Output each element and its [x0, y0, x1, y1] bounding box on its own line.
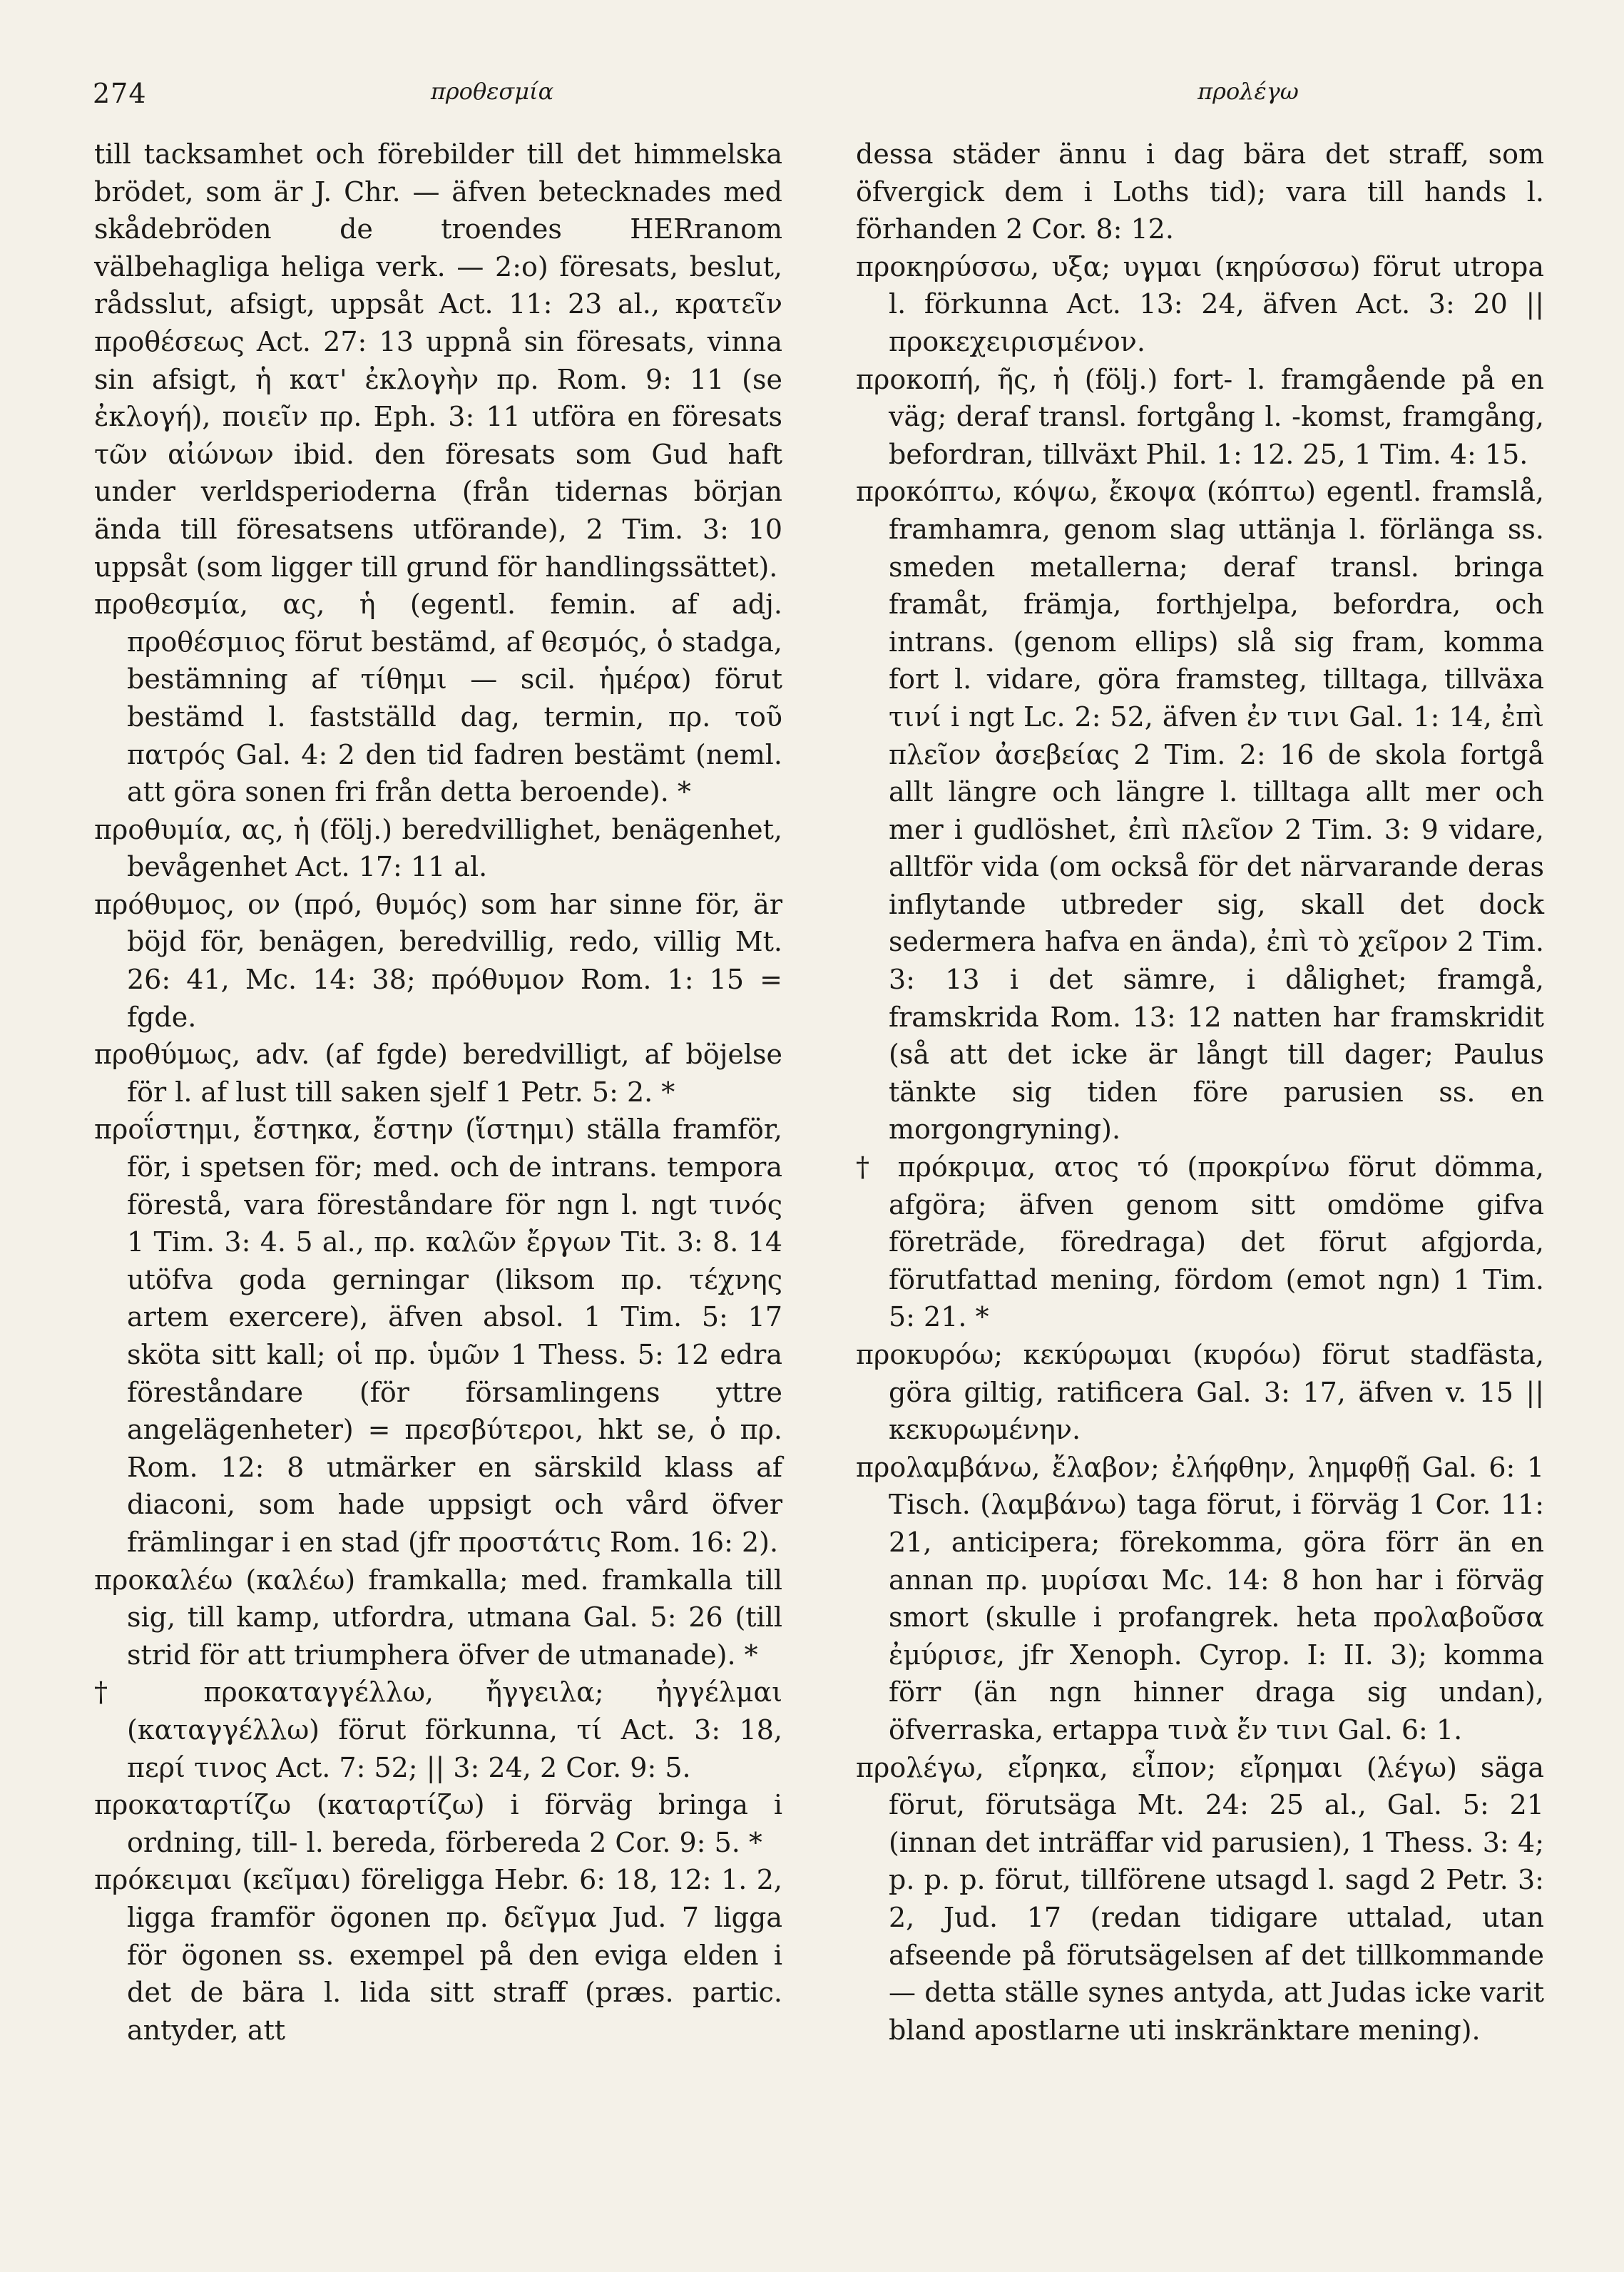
entry-prokrima: † πρόκριμα, ατος τό (προκρίνω förut dömma, afgöra; äfven genom sitt omdöme gifva företräde, föredraga) det förut afgjorda, förutfattad mening, fördom (emot ngn) 1 Tim. 5: 21. * — [856, 1151, 1544, 1333]
page-number: 274 — [93, 78, 147, 109]
entry-continuation-right: dessa städer ännu i dag bära det straff, som öfvergick dem i Loths tid); vara till hands l. förhanden 2 Cor. 8: 12. — [856, 138, 1544, 245]
entry-prothymos-adv: προθύμως, adv. (af fgde) beredvilligt, af böjelse för l. af lust till saken sjelf 1 Petr. 5: 2. * — [94, 1039, 782, 1108]
entry-prolambano: προλαμβάνω, ἔλαβον; ἐλήφθην, λημφθῇ Gal. 6: 1 Tisch. (λαμβάνω) taga förut, i förväg 1 Cor. 11: 21, anticipera; förekomma, göra förr än en annan πρ. μυρίσαι Mc. 14: 8 hon har i förväg smort (skulle i profangrek. heta προλαβοῦσα ἐμύρισε, jfr Xenoph. Cyrop. I: II. 3); komma förr (än ngn hinner draga sig undan), öfverraska, ertappa τινὰ ἔν τινι Gal. 6: 1. — [856, 1451, 1544, 1746]
entry-prothesmia: προθεσμία, ας, ἡ (egentl. femin. af adj. προθέσμιος förut bestämd, af θεσμός, ὁ stadga, bestämning af τίθημι — scil. ἡμέρα) förut bestämd l. fastställd dag, termin, πρ. τοῦ πατρός Gal. 4: 2 den tid fadren bestämt (neml. att göra sonen fri från detta beroende). * — [94, 589, 782, 808]
entry-prokaleo: προκαλέω (καλέω) framkalla; med. framkalla till sig, till kamp, utfordra, utmana Gal. 5: 26 (till strid för att triumphera öfver de utmanade). * — [94, 1564, 782, 1671]
entry-prokopto: προκόπτω, κόψω, ἔκοψα (κόπτω) egentl. framslå, framhamra, genom slag uttänja l. förlänga ss. smeden metallerna; deraf transl. bringa framåt, främja, forthjelpa, befordra, och intrans. (genom ellips) slå sig fram, komma fort l. vidare, göra framsteg, tilltaga, tillväxa τινί i ngt Lc. 2: 52, äfven ἐν τινι Gal. 1: 14, ἐπὶ πλεῖον ἀσεβείας 2 Tim. 2: 16 de skola fortgå allt längre och längre l. tilltaga allt mer och mer i gudlöshet, ἐπὶ πλεῖον 2 Tim. 3: 9 vidare, alltför vida (om också för det närvarande deras inflytande utbreder sig, skall det dock sedermera hafva en ända), ἐπὶ τὸ χεῖρον 2 Tim. 3: 13 i det sämre, i dålighet; framgå, framskrida Rom. 13: 12 natten har framskridit (så att det icke är långt till dager; Paulus tänkte sig tiden före parusien ss. en morgongryning). — [856, 476, 1544, 1146]
running-head-left: προθεσμία — [430, 78, 554, 105]
entry-prokeimai: πρόκειμαι (κεῖμαι) föreligga Hebr. 6: 18, 12: 1. 2, ligga framför ögonen πρ. δεῖγμα Jud. 7 ligga för ögonen ss. exempel på den eviga elden i det de bära l. lida sitt straff (præs. partic. antyder, att — [94, 1864, 782, 2046]
right-column — [856, 136, 1544, 2049]
entry-prokatangello: † προκαταγγέλλω, ἤγγειλα; ἠγγέλμαι (καταγγέλλω) förut förkunna, τί Act. 3: 18, περί τινος Act. 7: 52; || 3: 24, 2 Cor. 9: 5. — [94, 1676, 782, 1783]
entry-proistemi: προΐστημι, ἔστηκα, ἔστην (ἵστημι) ställa framför, för, i spetsen för; med. och de intrans. tempora förestå, vara föreståndare för ngn l. ngt τινός 1 Tim. 3: 4. 5 al., πρ. καλῶν ἔργων Tit. 3: 8. 14 utöfva goda gerningar (liksom πρ. τέχνης artem exercere), äfven absol. 1 Tim. 5: 17 sköta sitt kall; οἱ πρ. ὑμῶν 1 Thess. 5: 12 edra föreståndare (för församlingens yttre angelägenheter) = πρεσβύτεροι, hkt se, ὁ πρ. Rom. 12: 8 utmärker en särskild klass af diaconi, som hade uppsigt och vård öfver främlingar i en stad (jfr προστάτις Rom. 16: 2). — [94, 1114, 782, 1558]
left-column — [94, 136, 782, 2049]
running-head-right: προλέγω — [1197, 78, 1299, 105]
entry-continuation: till tacksamhet och förebilder till det himmelska brödet, som är J. Chr. — äfven betecknades med skådebröden de troendes HERranom välbehagliga heliga verk. — 2:o) föresats, beslut, rådsslut, afsigt, uppsåt Act. 11: 23 al., κρατεῖν προθέσεως Act. 27: 13 uppnå sin föresats, vinna sin afsigt, ἡ κατ' ἐκλογὴν πρ. Rom. 9: 11 (se ἐκλογή), ποιεῖν πρ. Eph. 3: 11 utföra en föresats τῶν αἰώνων ibid. den föresats som Gud haft under verldsperioderna (från tidernas början ända till föresatsens utförande), 2 Tim. 3: 10 uppsåt (som ligger till grund för handlingssättet). — [94, 138, 782, 583]
entry-prothymia: προθυμία, ας, ἡ (följ.) beredvillighet, benägenhet, bevågenhet Act. 17: 11 al. — [94, 813, 782, 883]
entry-prothymos: πρόθυμος, ον (πρό, θυμός) som har sinne för, är böjd för, benägen, beredvillig, redo, villig Mt. 26: 41, Mc. 14: 38; πρόθυμον Rom. 1: 15 = fgde. — [94, 888, 782, 1033]
entry-prokatartizo: προκαταρτίζω (καταρτίζω) i förväg bringa i ordning, till- l. bereda, förbereda 2 Cor. 9: 5. * — [94, 1789, 782, 1858]
entry-prolego: προλέγω, εἴρηκα, εἶπον; εἴρημαι (λέγω) säga förut, förutsäga Mt. 24: 25 al., Gal. 5: 21 (innan det inträffar vid parusien), 1 Thess. 3: 4; p. p. p. förut, tillförene utsagd l. sagd 2 Petr. 3: 2, Jud. 17 (redan tidigare uttalad, utan afseende på förutsägelsen af det tillkommande — detta ställe synes antyda, att Judas icke varit bland apostlarne uti inskränktare mening). — [856, 1751, 1544, 2046]
entry-prokyroo: προκυρόω; κεκύρωμαι (κυρόω) förut stadfästa, göra giltig, ratificera Gal. 3: 17, äfven v. 15 || κεκυρωμένην. — [856, 1339, 1544, 1446]
entry-prokope: προκοπή, ῆς, ἡ (följ.) fort- l. framgående på en väg; deraf transl. fortgång l. -komst, framgång, befordran, tillväxt Phil. 1: 12. 25, 1 Tim. 4: 15. — [856, 363, 1544, 470]
entry-prokerysso: προκηρύσσω, υξα; υγμαι (κηρύσσω) förut utropa l. förkunna Act. 13: 24, äfven Act. 3: 20 || προκεχειρισμένον. — [856, 250, 1544, 357]
